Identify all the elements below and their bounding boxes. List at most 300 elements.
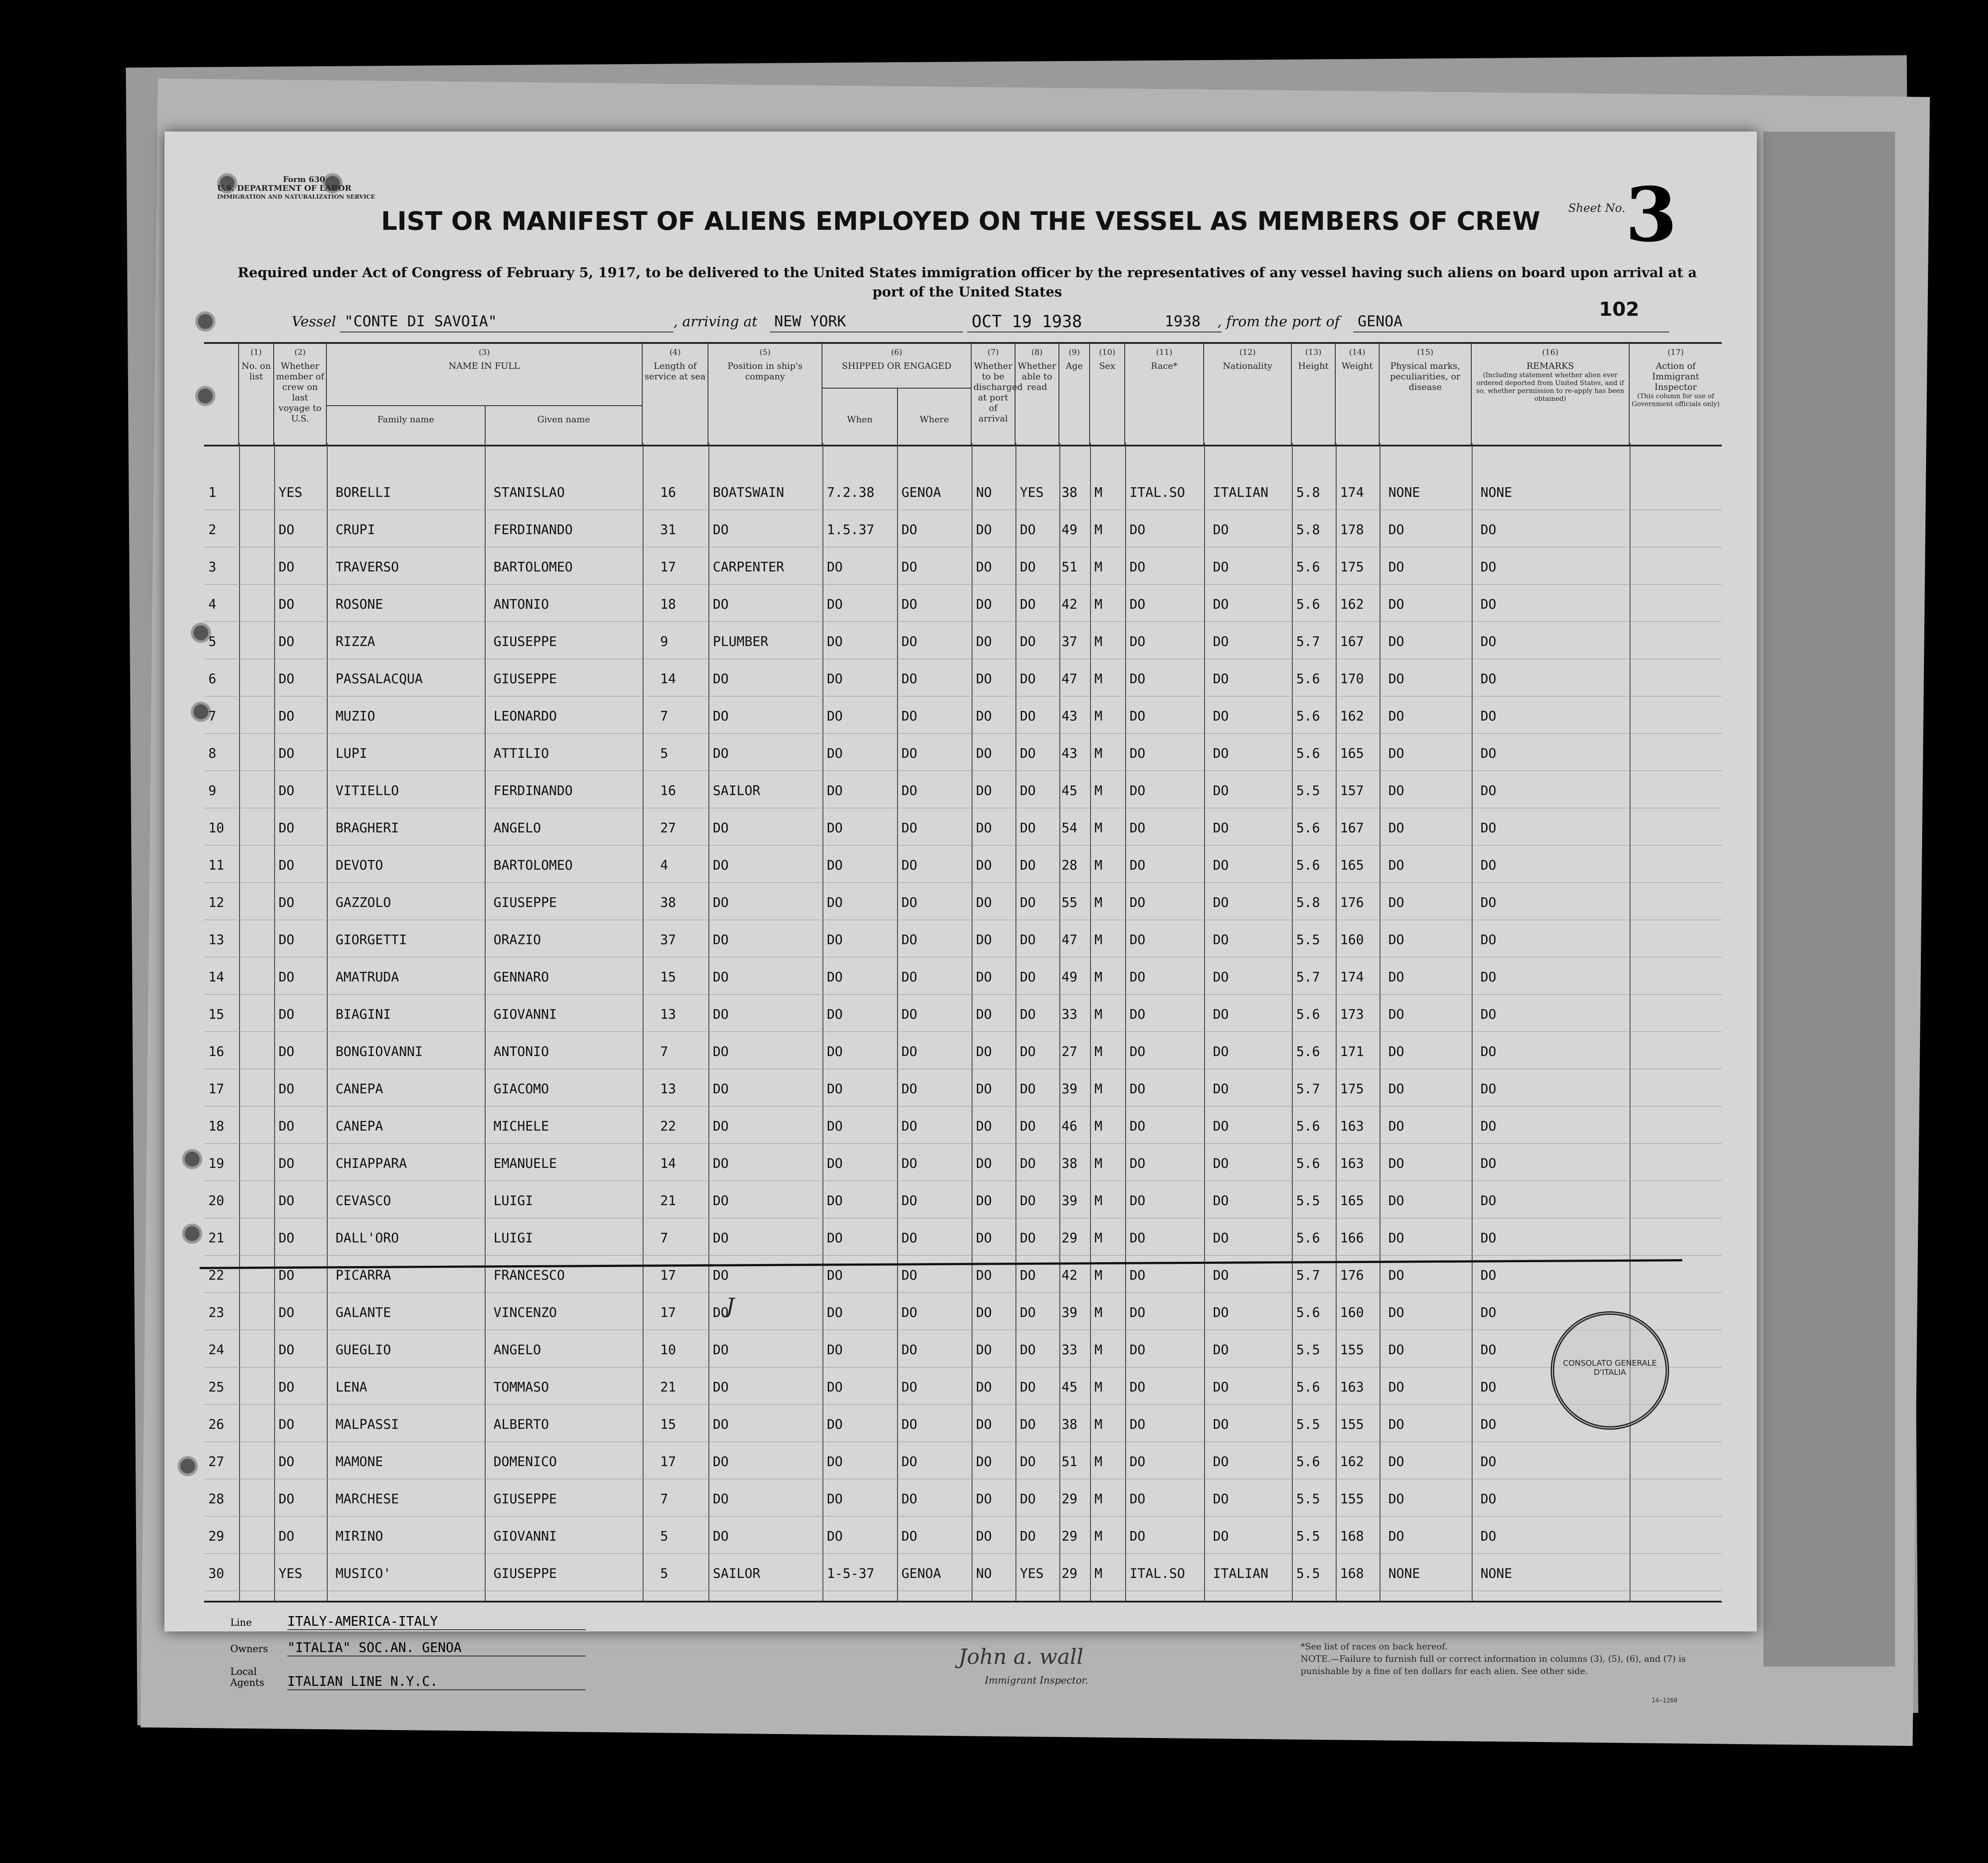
- table-cell: DO: [1020, 1044, 1036, 1060]
- table-cell: 38: [660, 895, 676, 910]
- table-cell: NONE: [1388, 485, 1420, 500]
- table-cell: 1: [208, 485, 217, 500]
- table-cell: M: [1094, 858, 1103, 873]
- table-cell: DO: [1388, 1081, 1405, 1097]
- table-cell: DO: [713, 1156, 729, 1171]
- table-cell: 2: [208, 522, 217, 538]
- table-cell: 5: [208, 634, 217, 650]
- table-cell: DO: [827, 1492, 843, 1507]
- table-cell: CRUPI: [336, 522, 375, 538]
- table-cell: DO: [1213, 1529, 1229, 1544]
- table-cell: DO: [1213, 1268, 1229, 1283]
- table-cell: DO: [279, 1342, 295, 1358]
- department: U.S. DEPARTMENT OF LABOR: [217, 184, 352, 193]
- table-cell: DO: [976, 746, 992, 761]
- table-cell: 13: [208, 932, 225, 948]
- table-cell: DO: [976, 597, 992, 612]
- table-cell: 171: [1340, 1044, 1364, 1060]
- table-cell: DO: [279, 671, 295, 687]
- table-cell: DO: [1388, 895, 1405, 910]
- table-cell: 14: [208, 970, 225, 985]
- table-cell: DO: [1388, 671, 1405, 687]
- table-cell: ANGELO: [493, 821, 541, 836]
- table-cell: 17: [660, 560, 676, 575]
- table-cell: 5.5: [1296, 1529, 1320, 1544]
- table-cell: 176: [1340, 1268, 1364, 1283]
- table-cell: 163: [1340, 1119, 1364, 1134]
- table-cell: DO: [1130, 858, 1146, 873]
- table-cell: DO: [279, 970, 295, 985]
- table-cell: DO: [1130, 671, 1146, 687]
- table-cell: DO: [827, 1417, 843, 1432]
- table-cell: DO: [1213, 1454, 1229, 1470]
- table-cell: DO: [1213, 821, 1229, 836]
- table-cell: 9: [208, 783, 217, 799]
- table-cell: M: [1094, 1566, 1103, 1581]
- table-row: [204, 735, 1722, 771]
- table-cell: DO: [901, 821, 918, 836]
- table-cell: DO: [1130, 597, 1146, 612]
- table-cell: DO: [713, 858, 729, 873]
- table-cell: ITALIAN: [1213, 1566, 1269, 1581]
- table-cell: DO: [976, 895, 992, 910]
- table-cell: DO: [901, 858, 918, 873]
- table-cell: DO: [1213, 932, 1229, 948]
- table-cell: DO: [279, 560, 295, 575]
- table-cell: 25: [208, 1380, 225, 1395]
- table-cell: 5.5: [1296, 1342, 1320, 1358]
- table-cell: 6: [208, 671, 217, 687]
- table-cell: DO: [1388, 783, 1405, 799]
- table-cell: DO: [976, 1044, 992, 1060]
- table-cell: 163: [1340, 1380, 1364, 1395]
- table-cell: DO: [1480, 1193, 1497, 1209]
- table-cell: DO: [713, 1268, 729, 1283]
- table-cell: DO: [1213, 1305, 1229, 1321]
- table-cell: 13: [660, 1081, 676, 1097]
- table-cell: M: [1094, 1156, 1103, 1171]
- table-cell: M: [1094, 1231, 1103, 1246]
- table-row: [204, 1331, 1722, 1367]
- table-cell: DO: [1020, 597, 1036, 612]
- table-cell: 55: [1062, 895, 1078, 910]
- table-cell: DO: [827, 1231, 843, 1246]
- table-cell: DO: [1020, 1268, 1036, 1283]
- table-cell: DO: [976, 1193, 992, 1209]
- form-number: Form 630: [283, 175, 325, 184]
- table-cell: 9: [660, 634, 669, 650]
- table-cell: DO: [1020, 1454, 1036, 1470]
- table-cell: DO: [976, 671, 992, 687]
- table-cell: 17: [660, 1268, 676, 1283]
- table-cell: ITALIAN: [1213, 485, 1269, 500]
- table-cell: DO: [713, 1417, 729, 1432]
- table-cell: DO: [827, 858, 843, 873]
- column-header-row: [204, 342, 1722, 446]
- table-cell: DOMENICO: [493, 1454, 557, 1470]
- table-cell: 8: [208, 746, 217, 761]
- table-cell: GIUSEPPE: [493, 1492, 557, 1507]
- table-cell: 165: [1340, 858, 1364, 873]
- table-cell: DO: [901, 1417, 918, 1432]
- table-cell: DO: [827, 1044, 843, 1060]
- table-cell: DO: [1388, 1231, 1405, 1246]
- table-cell: M: [1094, 895, 1103, 910]
- inspector-signature: John a. wall: [958, 1645, 1083, 1669]
- table-cell: 155: [1340, 1492, 1364, 1507]
- table-cell: NO: [976, 1566, 992, 1581]
- table-row: [204, 1033, 1722, 1069]
- table-cell: DO: [1130, 1044, 1146, 1060]
- header-col-4: (4) Length of service at sea: [643, 344, 708, 445]
- table-row: [204, 884, 1722, 920]
- table-cell: M: [1094, 1342, 1103, 1358]
- table-cell: DO: [827, 1007, 843, 1022]
- table-cell: DO: [901, 1007, 918, 1022]
- table-cell: DO: [901, 1454, 918, 1470]
- table-cell: DO: [279, 821, 295, 836]
- table-cell: DO: [1130, 746, 1146, 761]
- manifest-sheet: [164, 132, 1757, 1704]
- table-cell: DO: [901, 1529, 918, 1544]
- header-col-15: (15) Physical marks, peculiarities, or disease: [1380, 344, 1472, 445]
- table-cell: LENA: [336, 1380, 368, 1395]
- table-cell: MARCHESE: [336, 1492, 399, 1507]
- punch-hole-icon: [182, 1149, 202, 1169]
- table-cell: 5.6: [1296, 746, 1320, 761]
- table-row: [204, 809, 1722, 846]
- table-cell: DO: [901, 1342, 918, 1358]
- footer-notes: *See list of races on back hereof. NOTE.—Failure to furnish full or correct information in columns (3), (5), (6), and (7) is punishable by a fine of ten dollars for each alien. See other side.: [1301, 1641, 1686, 1676]
- table-cell: 5.7: [1296, 1268, 1320, 1283]
- table-cell: 162: [1340, 709, 1364, 724]
- table-row: [204, 585, 1722, 622]
- table-cell: DO: [279, 1119, 295, 1134]
- table-cell: 16: [660, 485, 676, 500]
- table-cell: CHIAPPARA: [336, 1156, 407, 1171]
- table-cell: M: [1094, 1454, 1103, 1470]
- table-cell: DO: [713, 1529, 729, 1544]
- table-cell: M: [1094, 783, 1103, 799]
- table-cell: 37: [1062, 634, 1078, 650]
- table-cell: 5.5: [1296, 1492, 1320, 1507]
- table-cell: 39: [1062, 1081, 1078, 1097]
- table-cell: DO: [1020, 1417, 1036, 1432]
- table-cell: DO: [1020, 746, 1036, 761]
- table-cell: DO: [1388, 821, 1405, 836]
- table-cell: MIRINO: [336, 1529, 383, 1544]
- table-cell: NO: [976, 485, 992, 500]
- table-cell: DO: [1130, 709, 1146, 724]
- table-row: [204, 1480, 1722, 1517]
- table-cell: DO: [279, 1529, 295, 1544]
- table-cell: LEONARDO: [493, 709, 557, 724]
- table-cell: 12: [208, 895, 225, 910]
- table-cell: DO: [901, 1231, 918, 1246]
- table-cell: 27: [660, 821, 676, 836]
- table-cell: DO: [901, 746, 918, 761]
- table-cell: NONE: [1480, 1566, 1512, 1581]
- table-cell: DO: [827, 1119, 843, 1134]
- table-cell: GAZZOLO: [336, 895, 391, 910]
- table-cell: PLUMBER: [713, 634, 769, 650]
- table-cell: DO: [1213, 1156, 1229, 1171]
- table-cell: DO: [901, 560, 918, 575]
- table-cell: GENOA: [901, 1566, 941, 1581]
- table-cell: M: [1094, 1492, 1103, 1507]
- table-cell: EMANUELE: [493, 1156, 557, 1171]
- table-cell: 30: [208, 1566, 225, 1581]
- table-cell: 165: [1340, 746, 1364, 761]
- table-cell: MICHELE: [493, 1119, 549, 1134]
- table-cell: DO: [1480, 1081, 1497, 1097]
- table-cell: DO: [827, 1342, 843, 1358]
- punch-hole-icon: [195, 311, 215, 332]
- table-cell: 15: [208, 1007, 225, 1022]
- table-cell: 16: [208, 1044, 225, 1060]
- table-cell: 49: [1062, 522, 1078, 538]
- table-cell: DO: [713, 1007, 729, 1022]
- table-cell: 7.2.38: [827, 485, 875, 500]
- table-cell: 5.6: [1296, 1380, 1320, 1395]
- table-cell: 5.6: [1296, 1454, 1320, 1470]
- table-row: [204, 1294, 1722, 1330]
- table-cell: M: [1094, 970, 1103, 985]
- table-cell: DO: [279, 746, 295, 761]
- table-cell: DO: [279, 1305, 295, 1321]
- arriving-label: , arriving at: [673, 313, 758, 330]
- table-cell: M: [1094, 560, 1103, 575]
- header-col-1: (1) No. on list: [239, 344, 274, 445]
- table-cell: DO: [1388, 1007, 1405, 1022]
- table-cell: DO: [976, 1380, 992, 1395]
- table-cell: DO: [827, 671, 843, 687]
- table-cell: 1-5-37: [827, 1566, 875, 1581]
- table-cell: DO: [1480, 1529, 1497, 1544]
- table-cell: 27: [208, 1454, 225, 1470]
- table-cell: DO: [1213, 1007, 1229, 1022]
- table-cell: DO: [827, 1454, 843, 1470]
- table-cell: M: [1094, 1044, 1103, 1060]
- table-cell: DO: [713, 1454, 729, 1470]
- table-cell: 7: [208, 709, 217, 724]
- table-cell: DO: [1480, 1380, 1497, 1395]
- table-cell: DO: [1480, 522, 1497, 538]
- table-cell: 167: [1340, 821, 1364, 836]
- table-cell: 5.5: [1296, 1566, 1320, 1581]
- table-cell: GIACOMO: [493, 1081, 549, 1097]
- table-cell: DO: [976, 1417, 992, 1432]
- table-cell: DO: [1480, 746, 1497, 761]
- table-cell: 29: [1062, 1566, 1078, 1581]
- table-cell: 155: [1340, 1417, 1364, 1432]
- table-cell: 168: [1340, 1566, 1364, 1581]
- table-cell: DO: [827, 746, 843, 761]
- table-cell: DO: [1213, 783, 1229, 799]
- table-cell: 5.6: [1296, 821, 1320, 836]
- table-row: [204, 846, 1722, 883]
- table-cell: LUIGI: [493, 1193, 533, 1209]
- table-cell: DO: [901, 1380, 918, 1395]
- service: IMMIGRATION AND NATURALIZATION SERVICE: [217, 194, 375, 200]
- table-cell: GALANTE: [336, 1305, 391, 1321]
- table-cell: TRAVERSO: [336, 560, 399, 575]
- table-cell: DO: [976, 1231, 992, 1246]
- table-cell: M: [1094, 1193, 1103, 1209]
- table-cell: LUPI: [336, 746, 368, 761]
- table-cell: DO: [901, 709, 918, 724]
- table-cell: DO: [1480, 671, 1497, 687]
- table-cell: DO: [1213, 1119, 1229, 1134]
- table-cell: DO: [1388, 970, 1405, 985]
- table-cell: DO: [1388, 560, 1405, 575]
- table-cell: DO: [1213, 1193, 1229, 1209]
- table-cell: 4: [208, 597, 217, 612]
- table-cell: CANEPA: [336, 1119, 383, 1134]
- table-cell: M: [1094, 597, 1103, 612]
- table-cell: DO: [1020, 1119, 1036, 1134]
- table-cell: 10: [208, 821, 225, 836]
- table-cell: 5: [660, 746, 669, 761]
- table-cell: DO: [279, 634, 295, 650]
- table-cell: SAILOR: [713, 783, 761, 799]
- table-cell: DO: [279, 932, 295, 948]
- table-cell: BRAGHERI: [336, 821, 399, 836]
- table-cell: DO: [1388, 1193, 1405, 1209]
- table-cell: DO: [827, 783, 843, 799]
- subtitle: Required under Act of Congress of February 5, 1917, to be delivered to the United States immigration officer by the representatives of any vessel having such aliens on board upon arrival at a port of the United States: [237, 265, 1697, 300]
- table-cell: DO: [1213, 597, 1229, 612]
- table-cell: DO: [1213, 1231, 1229, 1246]
- header-col-14: (14) Weight: [1336, 344, 1380, 445]
- table-cell: 38: [1062, 485, 1078, 500]
- page-title: LIST OR MANIFEST OF ALIENS EMPLOYED ON THE VESSEL AS MEMBERS OF CREW: [381, 206, 1541, 236]
- table-cell: 5.7: [1296, 634, 1320, 650]
- table-cell: DO: [827, 709, 843, 724]
- table-cell: DO: [1130, 1268, 1146, 1283]
- table-cell: DO: [279, 1156, 295, 1171]
- table-cell: 160: [1340, 1305, 1364, 1321]
- table-cell: 39: [1062, 1193, 1078, 1209]
- table-cell: DO: [1130, 560, 1146, 575]
- table-cell: DO: [713, 1380, 729, 1395]
- table-cell: 22: [660, 1119, 676, 1134]
- table-cell: NONE: [1388, 1566, 1420, 1581]
- table-cell: DO: [1130, 1417, 1146, 1432]
- table-cell: VINCENZO: [493, 1305, 557, 1321]
- table-cell: DO: [1020, 821, 1036, 836]
- table-cell: DO: [1130, 1193, 1146, 1209]
- header-col-10: (10) Sex: [1090, 344, 1125, 445]
- table-cell: DO: [976, 858, 992, 873]
- table-cell: 162: [1340, 597, 1364, 612]
- table-cell: 5.6: [1296, 560, 1320, 575]
- table-cell: DO: [713, 746, 729, 761]
- table-cell: DO: [1020, 1380, 1036, 1395]
- table-cell: ORAZIO: [493, 932, 541, 948]
- table-cell: DO: [1388, 1529, 1405, 1544]
- table-cell: 43: [1062, 709, 1078, 724]
- table-cell: DO: [1480, 932, 1497, 948]
- table-cell: DO: [1480, 821, 1497, 836]
- table-cell: DO: [901, 1044, 918, 1060]
- table-cell: DO: [1130, 1119, 1146, 1134]
- table-cell: DO: [1213, 522, 1229, 538]
- table-cell: DO: [1213, 634, 1229, 650]
- table-cell: 46: [1062, 1119, 1078, 1134]
- table-cell: 15: [660, 970, 676, 985]
- page-number: 102: [1599, 298, 1639, 321]
- table-cell: DO: [1020, 858, 1036, 873]
- table-cell: 18: [660, 597, 676, 612]
- table-cell: DO: [279, 895, 295, 910]
- table-row: [204, 1368, 1722, 1405]
- table-cell: DO: [827, 970, 843, 985]
- table-cell: DO: [1130, 1156, 1146, 1171]
- table-cell: M: [1094, 1007, 1103, 1022]
- table-cell: DO: [1480, 1342, 1497, 1358]
- table-cell: GIUSEPPE: [493, 634, 557, 650]
- table-cell: DO: [279, 1492, 295, 1507]
- table-cell: 5: [660, 1529, 669, 1544]
- table-cell: 5.8: [1296, 522, 1320, 538]
- table-cell: DO: [1388, 1380, 1405, 1395]
- header-col-8: (8) Whether able to read: [1015, 344, 1059, 445]
- table-cell: 175: [1340, 560, 1364, 575]
- table-cell: DO: [976, 783, 992, 799]
- crew-table-body: [204, 443, 1722, 1602]
- table-cell: DO: [1020, 1081, 1036, 1097]
- vessel-line: [292, 311, 1695, 336]
- table-cell: DO: [901, 1268, 918, 1283]
- table-cell: 5.5: [1296, 783, 1320, 799]
- table-cell: DO: [827, 895, 843, 910]
- table-cell: DO: [976, 1119, 992, 1134]
- table-cell: YES: [1020, 485, 1044, 500]
- owners-field: Owners "ITALIA" SOC.AN. GENOA: [230, 1640, 586, 1660]
- from-port-label: , from the port of: [1217, 313, 1340, 330]
- table-cell: DO: [1480, 1268, 1497, 1283]
- inspector-label: Immigrant Inspector.: [985, 1675, 1088, 1686]
- table-cell: 5.5: [1296, 1417, 1320, 1432]
- table-cell: STANISLAO: [493, 485, 565, 500]
- table-cell: BORELLI: [336, 485, 391, 500]
- table-cell: DO: [1130, 783, 1146, 799]
- table-cell: M: [1094, 1417, 1103, 1432]
- table-cell: GENOA: [901, 485, 941, 500]
- vessel-label: Vessel: [292, 313, 336, 330]
- table-row: [204, 996, 1722, 1032]
- table-cell: GIUSEPPE: [493, 1566, 557, 1581]
- table-cell: MAMONE: [336, 1454, 383, 1470]
- manifest-footer: [230, 1614, 1686, 1737]
- table-cell: DO: [1130, 522, 1146, 538]
- table-cell: 47: [1062, 671, 1078, 687]
- table-row: [204, 1517, 1722, 1554]
- table-cell: 23: [208, 1305, 225, 1321]
- table-cell: SAILOR: [713, 1566, 761, 1581]
- table-cell: DO: [827, 634, 843, 650]
- table-cell: DO: [901, 1492, 918, 1507]
- table-cell: 29: [208, 1529, 225, 1544]
- table-cell: BARTOLOMEO: [493, 858, 573, 873]
- table-cell: DO: [1213, 895, 1229, 910]
- table-cell: DO: [279, 1007, 295, 1022]
- table-cell: 5.6: [1296, 597, 1320, 612]
- table-cell: 39: [1062, 1305, 1078, 1321]
- table-cell: BARTOLOMEO: [493, 560, 573, 575]
- table-cell: DO: [976, 522, 992, 538]
